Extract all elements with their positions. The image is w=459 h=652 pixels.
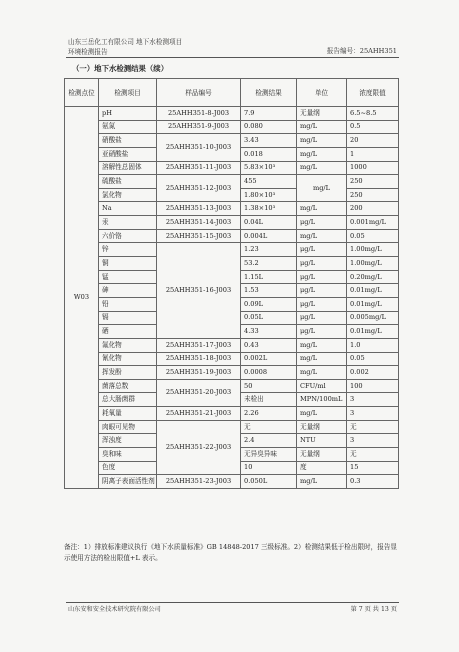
result-cell: 0.080 <box>241 120 297 134</box>
sample-id-cell: 25AHH351-23-J003 <box>157 475 241 489</box>
unit-cell: μg/L <box>297 297 347 311</box>
col-header-result: 检测结果 <box>241 79 297 107</box>
limit-cell: 0.3 <box>347 475 399 489</box>
table-row <box>65 475 399 489</box>
item-cell: 汞 <box>99 216 157 230</box>
unit-cell: μg/L <box>297 270 347 284</box>
item-cell: 硝酸盐 <box>99 134 157 148</box>
sample-id-cell: 25AHH351-11-J003 <box>157 161 241 175</box>
result-cell: 5.83×10³ <box>241 161 297 175</box>
limit-cell: 1000 <box>347 161 399 175</box>
result-cell: 0.0008 <box>241 366 297 380</box>
limit-cell: 0.002 <box>347 366 399 380</box>
limit-cell: 0.005mg/L <box>347 311 399 325</box>
results-table <box>64 78 399 489</box>
result-cell: 0.09L <box>241 297 297 311</box>
limit-cell: 3 <box>347 434 399 448</box>
table-row <box>65 379 399 393</box>
unit-cell: mg/L <box>297 161 347 175</box>
item-cell: 肉眼可见物 <box>99 420 157 434</box>
result-cell: 3.43 <box>241 134 297 148</box>
limit-cell: 0.05 <box>347 229 399 243</box>
result-cell: 1.80×10³ <box>241 188 297 202</box>
col-header-item: 检测项目 <box>99 79 157 107</box>
unit-cell: mg/L <box>297 175 347 202</box>
result-cell: 0.05L <box>241 311 297 325</box>
sample-id-cell: 25AHH351-8-J003 <box>157 107 241 121</box>
result-cell: 0.43 <box>241 338 297 352</box>
item-cell: 色度 <box>99 461 157 475</box>
item-cell: pH <box>99 107 157 121</box>
table-row <box>65 243 399 257</box>
table-row <box>65 134 399 148</box>
item-cell: 氨氮 <box>99 120 157 134</box>
unit-cell: mg/L <box>297 475 347 489</box>
result-cell: 1.15L <box>241 270 297 284</box>
result-cell: 1.23 <box>241 243 297 257</box>
result-cell: 455 <box>241 175 297 189</box>
limit-cell: 6.5~8.5 <box>347 107 399 121</box>
sample-id-cell: 25AHH351-19-J003 <box>157 366 241 380</box>
unit-cell: μg/L <box>297 311 347 325</box>
table-row <box>65 420 399 434</box>
table-body <box>65 107 399 489</box>
table-row <box>65 120 399 134</box>
col-header-site: 检测点位 <box>65 79 99 107</box>
sample-id-cell: 25AHH351-14-J003 <box>157 216 241 230</box>
sample-id-cell: 25AHH351-15-J003 <box>157 229 241 243</box>
unit-cell: 无量纲 <box>297 420 347 434</box>
limit-cell: 0.20mg/L <box>347 270 399 284</box>
page-number: 第 7 页 共 13 页 <box>350 606 397 613</box>
limit-cell: 1.0 <box>347 338 399 352</box>
item-cell: 挥发酚 <box>99 366 157 380</box>
unit-cell: MPN/100mL <box>297 393 347 407</box>
item-cell: 氟化物 <box>99 338 157 352</box>
limit-cell: 20 <box>347 134 399 148</box>
table-row <box>65 161 399 175</box>
unit-cell: mg/L <box>297 229 347 243</box>
result-cell: 未检出 <box>241 393 297 407</box>
unit-cell: μg/L <box>297 243 347 257</box>
site-cell: W03 <box>65 107 99 489</box>
unit-cell: mg/L <box>297 202 347 216</box>
limit-cell: 1.00mg/L <box>347 257 399 271</box>
result-cell: 0.04L <box>241 216 297 230</box>
limit-cell: 3 <box>347 407 399 421</box>
item-cell: 阴离子表面活性剂 <box>99 475 157 489</box>
result-cell: 2.26 <box>241 407 297 421</box>
limit-cell: 1.00mg/L <box>347 243 399 257</box>
sample-id-cell: 25AHH351-9-J003 <box>157 120 241 134</box>
limit-cell: 0.01mg/L <box>347 284 399 298</box>
item-cell: 硫酸盐 <box>99 175 157 189</box>
limit-cell: 250 <box>347 175 399 189</box>
result-cell: 1.53 <box>241 284 297 298</box>
result-cell: 0.018 <box>241 147 297 161</box>
item-cell: 浑浊度 <box>99 434 157 448</box>
table-row <box>65 216 399 230</box>
table-note: 备注：1）排放标准建议执行《地下水质量标准》GB 14848-2017 三级标准。2）检测结果低于检出限时，报告显示使用方法的检出限值+L 表示。 <box>64 543 398 562</box>
table-row <box>65 202 399 216</box>
unit-cell: μg/L <box>297 216 347 230</box>
item-cell: 总大肠菌群 <box>99 393 157 407</box>
item-cell: 溶解性总固体 <box>99 161 157 175</box>
sample-id-cell: 25AHH351-10-J003 <box>157 134 241 161</box>
col-header-sample-id: 样品编号 <box>157 79 241 107</box>
result-cell: 1.38×10³ <box>241 202 297 216</box>
limit-cell: 15 <box>347 461 399 475</box>
limit-cell: 0.01mg/L <box>347 325 399 339</box>
sample-id-cell: 25AHH351-17-J003 <box>157 338 241 352</box>
limit-cell: 无 <box>347 448 399 462</box>
result-cell: 0.004L <box>241 229 297 243</box>
table-row <box>65 175 399 189</box>
item-cell: 六价铬 <box>99 229 157 243</box>
unit-cell: mg/L <box>297 352 347 366</box>
result-cell: 无 <box>241 420 297 434</box>
limit-cell: 1 <box>347 147 399 161</box>
limit-cell: 无 <box>347 420 399 434</box>
sample-id-cell: 25AHH351-20-J003 <box>157 379 241 406</box>
sample-id-cell: 25AHH351-13-J003 <box>157 202 241 216</box>
limit-cell: 3 <box>347 393 399 407</box>
item-cell: 臭和味 <box>99 448 157 462</box>
result-cell: 2.4 <box>241 434 297 448</box>
footer-organization: 山东安和安全技术研究院有限公司 <box>68 606 161 613</box>
limit-cell: 250 <box>347 188 399 202</box>
header-report-type: 环境检测报告 <box>68 48 108 56</box>
col-header-limit: 浓度限值 <box>347 79 399 107</box>
item-cell: Na <box>99 202 157 216</box>
col-header-unit: 单位 <box>297 79 347 107</box>
report-header <box>68 37 182 57</box>
item-cell: 耗氧量 <box>99 407 157 421</box>
table-row <box>65 366 399 380</box>
unit-cell: CFU/ml <box>297 379 347 393</box>
sample-id-cell: 25AHH351-16-J003 <box>157 243 241 338</box>
unit-cell: 无量纲 <box>297 448 347 462</box>
result-cell: 0.002L <box>241 352 297 366</box>
table-header-row <box>65 79 399 107</box>
table-row <box>65 229 399 243</box>
item-cell: 锰 <box>99 270 157 284</box>
limit-cell: 0.001mg/L <box>347 216 399 230</box>
sample-id-cell: 25AHH351-12-J003 <box>157 175 241 202</box>
limit-cell: 100 <box>347 379 399 393</box>
unit-cell: μg/L <box>297 284 347 298</box>
unit-cell: mg/L <box>297 120 347 134</box>
limit-cell: 0.05 <box>347 352 399 366</box>
item-cell: 铜 <box>99 257 157 271</box>
unit-cell: mg/L <box>297 147 347 161</box>
result-cell: 10 <box>241 461 297 475</box>
limit-cell: 200 <box>347 202 399 216</box>
unit-cell: mg/L <box>297 338 347 352</box>
unit-cell: NTU <box>297 434 347 448</box>
item-cell: 锌 <box>99 243 157 257</box>
header-divider <box>66 57 399 58</box>
result-cell: 0.050L <box>241 475 297 489</box>
item-cell: 硒 <box>99 325 157 339</box>
sample-id-cell: 25AHH351-22-J003 <box>157 420 241 475</box>
unit-cell: 无量纲 <box>297 107 347 121</box>
result-cell: 7.9 <box>241 107 297 121</box>
item-cell: 氯化物 <box>99 188 157 202</box>
report-number: 报告编号：25AHH351 <box>326 47 397 55</box>
table-row <box>65 107 399 121</box>
table-row <box>65 352 399 366</box>
header-company-project: 山东三岳化工有限公司 地下水检测项目 <box>68 38 183 46</box>
result-cell: 50 <box>241 379 297 393</box>
result-cell: 无异臭异味 <box>241 448 297 462</box>
item-cell: 铅 <box>99 297 157 311</box>
unit-cell: 度 <box>297 461 347 475</box>
limit-cell: 0.01mg/L <box>347 297 399 311</box>
item-cell: 氰化物 <box>99 352 157 366</box>
item-cell: 砷 <box>99 284 157 298</box>
table-row <box>65 338 399 352</box>
sample-id-cell: 25AHH351-21-J003 <box>157 407 241 421</box>
unit-cell: μg/L <box>297 257 347 271</box>
item-cell: 镉 <box>99 311 157 325</box>
unit-cell: mg/L <box>297 134 347 148</box>
unit-cell: μg/L <box>297 325 347 339</box>
section-title: （一）地下水检测结果（续） <box>72 64 169 73</box>
unit-cell: mg/L <box>297 407 347 421</box>
table-row <box>65 407 399 421</box>
result-cell: 53.2 <box>241 257 297 271</box>
limit-cell: 0.5 <box>347 120 399 134</box>
item-cell: 菌落总数 <box>99 379 157 393</box>
unit-cell: mg/L <box>297 366 347 380</box>
item-cell: 亚硝酸盐 <box>99 147 157 161</box>
footer-divider <box>66 602 399 603</box>
sample-id-cell: 25AHH351-18-J003 <box>157 352 241 366</box>
result-cell: 4.33 <box>241 325 297 339</box>
